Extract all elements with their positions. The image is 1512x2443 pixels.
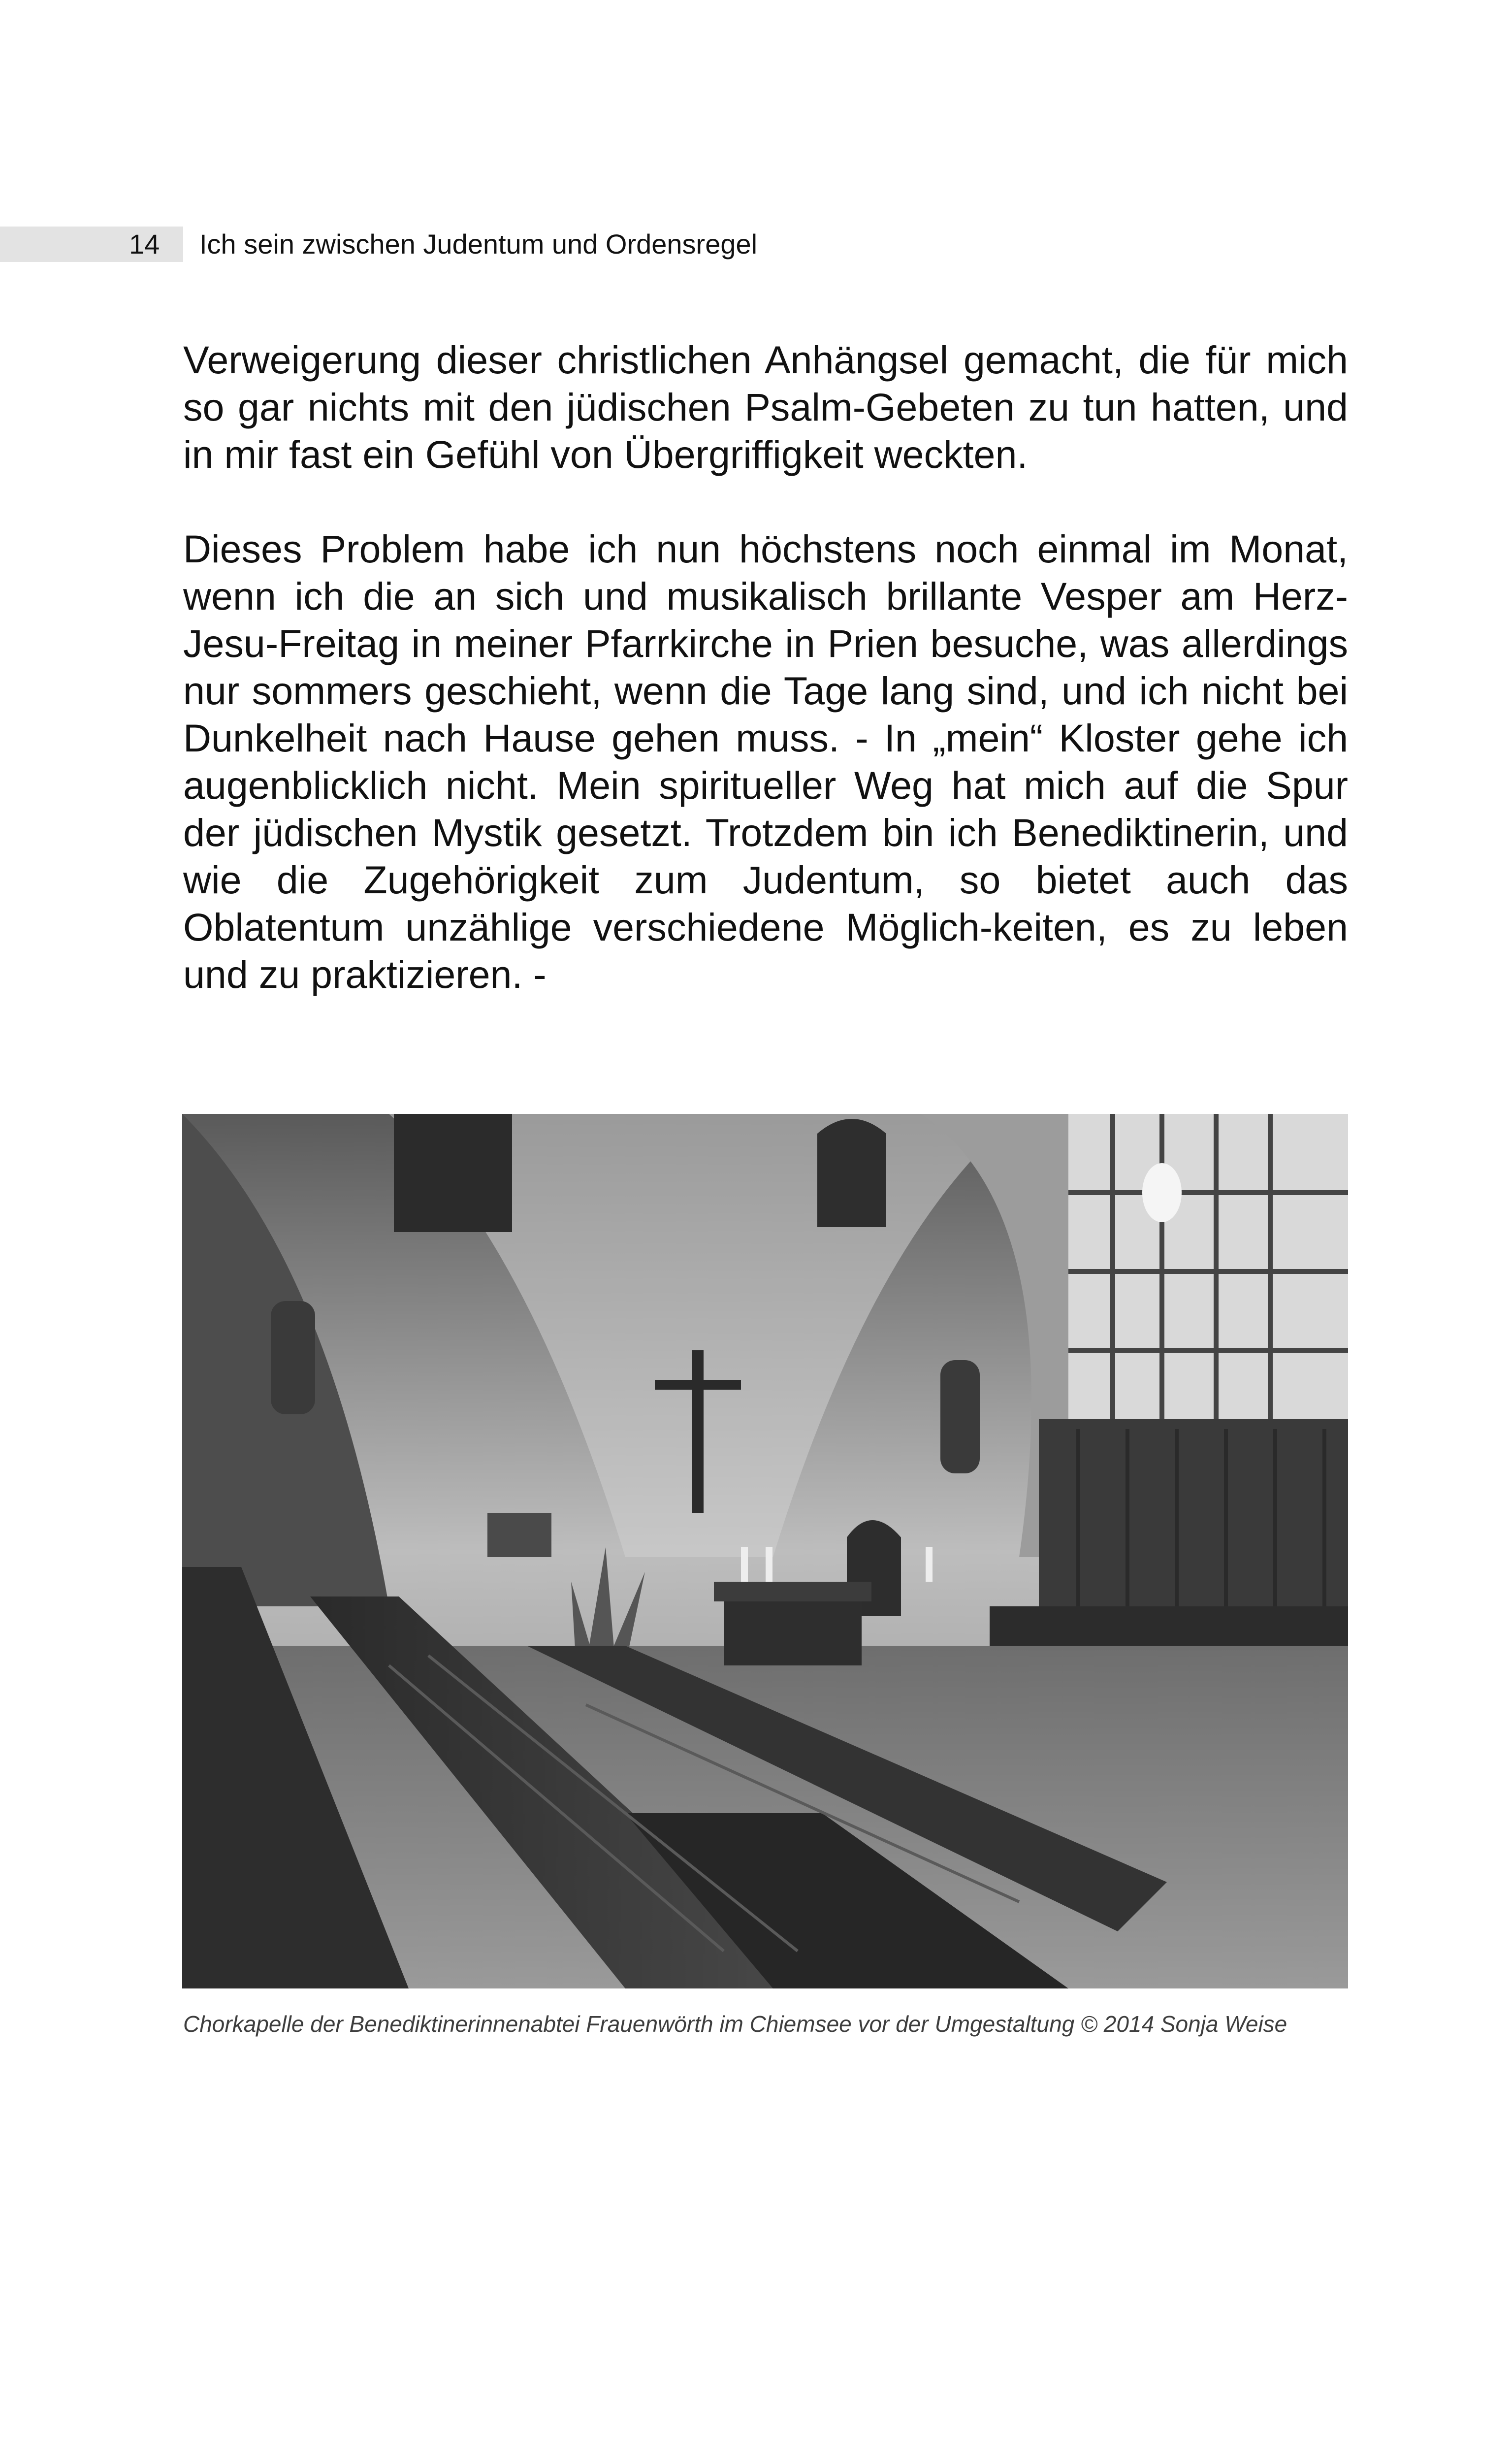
crucifix-vertical [692, 1350, 704, 1513]
statue-left [271, 1301, 315, 1414]
altar-candle-2 [766, 1547, 772, 1582]
chapel-photo [182, 1114, 1348, 1988]
chapel-photo-illustration [182, 1114, 1348, 1988]
body-paragraph-2: Dieses Problem habe ich nun höchstens noch einmal im Monat, wenn ich die an sich und musikalisch brillante Vesper am Herz-Jesu-Freitag in meiner Pfarrkirche in Prien besuche, was allerdings nur sommers geschieht, wenn die Tage lang sind, und ich nicht bei Dunkelheit nach Hause gehen muss. - In „mein“ Kloster gehe ich augenblicklich nicht. Mein spiritueller Weg hat mich auf die Spur der jüdischen Mystik gesetzt. Trotzdem bin ich Benediktinerin, und wie die Zugehörigkeit zum Judentum, so bietet auch das Oblatentum unzählige verschiedene Möglich-keiten, es zu leben und zu praktizieren. - [183, 527, 1348, 996]
page-number: 14 [129, 228, 160, 260]
window-left [394, 1114, 512, 1232]
crucifix-horizontal [655, 1380, 741, 1390]
altar-base [724, 1601, 862, 1665]
running-title: Ich sein zwischen Judentum und Ordensregel [199, 228, 758, 260]
figure-caption: Chorkapelle der Benediktinerinnenabtei Frauenwörth im Chiemsee vor der Umgestaltung © 2014 Sonja Weise [183, 2011, 1287, 2037]
body-paragraph-1: Verweigerung dieser christlichen Anhängsel gemacht, die für mich so gar nichts mit den jüdischen Psalm-Gebeten zu tun hatten, und in mir fast ein Gefühl von Übergriffigkeit weckten. [183, 338, 1348, 476]
altar-candle-3 [926, 1547, 933, 1582]
altar-candle-1 [741, 1547, 748, 1582]
altar-top [714, 1582, 871, 1601]
window-center [817, 1119, 886, 1227]
hanging-lamp [1142, 1163, 1182, 1222]
tabernacle [487, 1513, 551, 1557]
statue-right [940, 1360, 980, 1473]
